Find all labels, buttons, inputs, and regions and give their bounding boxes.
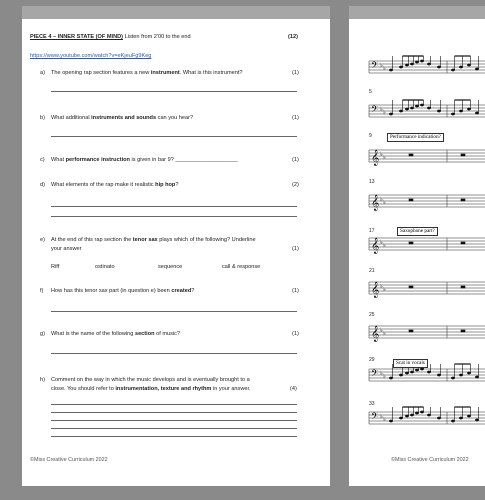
music-score <box>349 6 485 486</box>
flat-icon: ♭ <box>380 63 383 69</box>
note-head <box>437 110 440 112</box>
question-d-label: d) <box>40 182 45 188</box>
answer-line[interactable] <box>51 428 297 429</box>
note-head <box>467 108 470 110</box>
youtube-link[interactable]: https://www.youtube.com/watch?v=eKjeuFg9Keg <box>30 53 152 59</box>
question-g-label: g) <box>40 331 45 337</box>
staff <box>369 104 485 117</box>
note-head <box>399 110 402 112</box>
note-head <box>405 64 408 66</box>
note-head <box>410 63 413 65</box>
treble-clef-icon: 𝄞 <box>371 326 380 342</box>
question-e-label: e) <box>40 237 45 243</box>
note-head <box>415 369 418 371</box>
note-head <box>420 368 423 370</box>
note-head <box>399 66 402 68</box>
note-head <box>389 69 392 71</box>
page-footer: ©Miss Creative Curriculum 2022 <box>391 457 469 463</box>
question-e-marks: (1) <box>292 246 299 252</box>
notes <box>409 154 465 156</box>
question-b-marks: (1) <box>292 115 299 121</box>
rest-icon <box>409 286 413 288</box>
treble-clef-icon: 𝄞 <box>371 238 380 254</box>
note-head <box>437 374 440 376</box>
treble-clef-icon: 𝄞 <box>371 195 380 211</box>
note-head <box>467 372 470 374</box>
question-h-marks: (4) <box>290 386 297 392</box>
notes <box>409 199 465 201</box>
note-head <box>410 414 413 416</box>
flat-icon: ♭ <box>383 243 386 249</box>
header-left: COURTNEY PINE <box>80 22 138 29</box>
flat-icon: ♭ <box>383 374 386 380</box>
question-h-text-line1: Comment on the way in which the music develops and is eventually brought to a <box>51 377 250 383</box>
flat-icon: ♭ <box>383 287 386 293</box>
question-g-marks: (1) <box>292 331 299 337</box>
note-head <box>467 415 470 417</box>
annotation-saxophone: Saxophone part? <box>397 227 438 236</box>
question-b-label: b) <box>40 115 45 121</box>
note-head <box>475 68 478 70</box>
note-head <box>427 63 430 65</box>
note-head <box>415 61 418 63</box>
question-h-text-line2: close. You should refer to instrumentation, texture and rhythm in your answer. <box>51 386 251 392</box>
bar-number: 21 <box>369 268 375 274</box>
bass-clef-icon: 𝄢 <box>371 104 379 117</box>
question-e-text-line2: your answer <box>51 246 82 252</box>
header-right: BACK IN THE DAY <box>180 35 242 42</box>
annotation-performance: Performance indication? <box>387 133 444 142</box>
flat-icon: ♭ <box>383 66 386 72</box>
note-head <box>420 104 423 106</box>
rest-icon <box>409 154 413 156</box>
question-c-marks: (1) <box>292 157 299 163</box>
note-head <box>475 112 478 114</box>
worksheet-page-2 <box>349 6 485 486</box>
flat-icon: ♭ <box>383 110 386 116</box>
question-a-text: The opening rap section features a new instrument. What is this instrument? <box>51 70 243 76</box>
bass-clef-icon: 𝄢 <box>371 60 379 73</box>
note-head <box>437 417 440 419</box>
answer-line[interactable] <box>51 136 297 137</box>
note-head <box>405 415 408 417</box>
piece-title-bold: PIECE 4 – INNER STATE (OF MIND) <box>30 34 124 40</box>
page-footer: ©Miss Creative Curriculum 2022 <box>30 457 108 463</box>
question-f-label: f) <box>40 288 44 294</box>
question-b-text: What additional instruments and sounds can you hear? <box>51 115 194 121</box>
note-head <box>451 377 454 379</box>
rest-icon <box>461 286 465 288</box>
question-f-marks: (1) <box>292 288 299 294</box>
staff <box>369 411 485 424</box>
annotation-scat: Scat in vocals <box>393 359 428 368</box>
question-a-label: a) <box>40 70 45 76</box>
rest-icon <box>409 242 413 244</box>
header-left: COURTNEY <box>433 22 473 29</box>
staff <box>369 150 485 166</box>
flat-icon: ♭ <box>383 200 386 206</box>
question-d-text: What elements of the rap make it realistic hip hop? <box>51 182 179 188</box>
flat-icon: ♭ <box>380 284 383 290</box>
bar-number: 17 <box>369 228 375 234</box>
flat-icon: ♭ <box>383 155 386 161</box>
flat-icon: ♭ <box>380 197 383 203</box>
option-sequence[interactable]: sequence <box>158 264 183 270</box>
answer-line[interactable] <box>51 420 297 421</box>
notes <box>409 330 465 332</box>
note-head <box>399 417 402 419</box>
note-head <box>475 419 478 421</box>
note-head <box>475 376 478 378</box>
answer-line[interactable] <box>51 404 297 405</box>
bar-number: 13 <box>369 179 375 185</box>
note-head <box>410 371 413 373</box>
rest-icon <box>409 330 413 332</box>
question-a-marks: (1) <box>292 70 299 76</box>
note-head <box>437 66 440 68</box>
bar-number: 9 <box>369 133 372 139</box>
answer-line[interactable] <box>51 216 297 217</box>
staff <box>369 326 485 342</box>
piece-title <box>30 34 191 40</box>
question-g-text: What is the name of the following section of music? <box>51 331 181 337</box>
bass-clef-icon: 𝄢 <box>371 368 379 381</box>
flat-icon: ♭ <box>383 331 386 337</box>
note-head <box>451 69 454 71</box>
note-head <box>405 108 408 110</box>
staff <box>369 238 485 254</box>
note-head <box>420 411 423 413</box>
answer-line[interactable] <box>51 91 297 92</box>
rest-icon <box>461 154 465 156</box>
answer-line[interactable] <box>51 412 297 413</box>
option-riff[interactable]: Riff <box>51 264 60 270</box>
answer-line[interactable] <box>51 353 297 354</box>
worksheet-page-1 <box>22 6 330 486</box>
staff <box>369 282 485 298</box>
flat-icon: ♭ <box>380 107 383 113</box>
flat-icon: ♭ <box>380 328 383 334</box>
bar-number: 29 <box>369 357 375 363</box>
question-f-text: How has this tenor sax part (in question e) been created? <box>51 288 195 294</box>
note-head <box>389 113 392 115</box>
note-head <box>405 372 408 374</box>
notes <box>409 286 465 288</box>
note-head <box>410 107 413 109</box>
answer-line[interactable] <box>51 206 297 207</box>
note-head <box>399 374 402 376</box>
flat-icon: ♭ <box>383 417 386 423</box>
treble-clef-icon: 𝄞 <box>371 150 380 166</box>
rest-icon <box>461 330 465 332</box>
note-head <box>427 371 430 373</box>
answer-line[interactable] <box>51 311 297 312</box>
staff <box>369 368 485 381</box>
notes <box>409 242 465 244</box>
note-head <box>389 377 392 379</box>
notes <box>389 407 478 422</box>
note-head <box>459 374 462 376</box>
note-head <box>467 64 470 66</box>
note-head <box>389 420 392 422</box>
flat-icon: ♭ <box>380 240 383 246</box>
note-head <box>459 66 462 68</box>
note-head <box>459 110 462 112</box>
question-c-label: c) <box>40 157 45 163</box>
flat-icon: ♭ <box>380 414 383 420</box>
question-h-label: h) <box>40 377 45 383</box>
flat-icon: ♭ <box>380 371 383 377</box>
bar-number: 25 <box>369 312 375 318</box>
rest-icon <box>461 242 465 244</box>
note-head <box>415 105 418 107</box>
rest-icon <box>461 199 465 201</box>
flat-icon: ♭ <box>380 152 383 158</box>
answer-line[interactable] <box>51 436 297 437</box>
piece-title-rest: Listen from 2'00 to the end <box>123 34 191 40</box>
notes <box>389 56 478 71</box>
question-e-text: At the end of this rap section the tenor sax plays which of the following? Underline <box>51 237 256 243</box>
option-call-response[interactable]: call & response <box>222 264 261 270</box>
staff <box>369 195 485 211</box>
bar-number: 5 <box>369 89 372 95</box>
note-head <box>427 107 430 109</box>
note-head <box>420 60 423 62</box>
treble-clef-icon: 𝄞 <box>371 282 380 298</box>
rest-icon <box>409 199 413 201</box>
note-head <box>451 420 454 422</box>
question-d-marks: (2) <box>292 182 299 188</box>
note-head <box>427 414 430 416</box>
bar-number: 33 <box>369 401 375 407</box>
note-head <box>459 417 462 419</box>
staff <box>369 60 485 73</box>
total-marks: (12) <box>288 34 298 40</box>
option-ostinato[interactable]: ostinato <box>95 264 115 270</box>
note-head <box>451 113 454 115</box>
note-head <box>415 412 418 414</box>
notes <box>389 100 478 115</box>
bass-clef-icon: 𝄢 <box>371 411 379 424</box>
question-c-text: What performance instruction is given in bar 9? ____________________ <box>51 157 238 163</box>
